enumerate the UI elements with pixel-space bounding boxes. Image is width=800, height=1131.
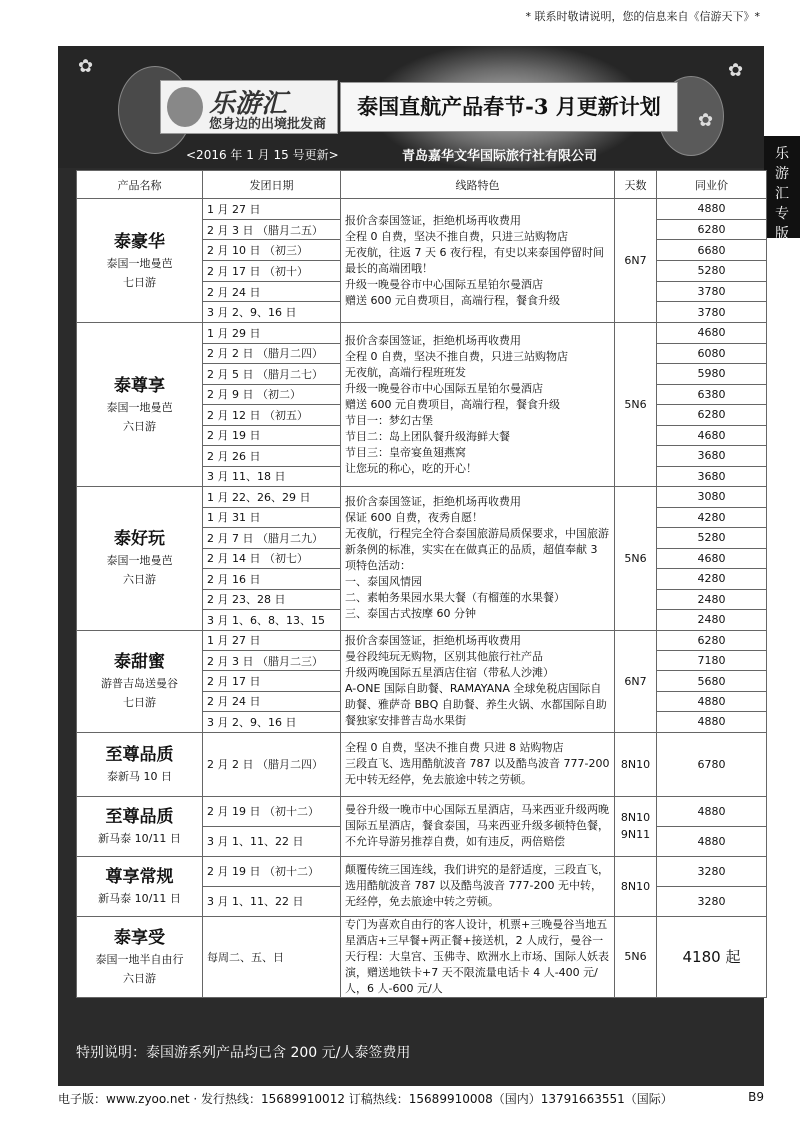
departure-date: 2 月 26 日 xyxy=(203,446,341,467)
trade-price: 4180 起 xyxy=(657,916,767,997)
trade-price: 6680 xyxy=(657,240,767,261)
departure-date: 2 月 17 日 xyxy=(203,671,341,691)
footer-contacts: 电子版：www.zyoo.net · 发行热线：15689910012 订稿热线：15689910008（国内）13791663551（国际） xyxy=(58,1092,673,1106)
departure-date: 3 月 11、18 日 xyxy=(203,466,341,487)
route-features: 颠覆传统三国连线，我们讲究的是舒适度，三段直飞，选用酷航波音 787 以及酷鸟波音 777-200 无中转，无经停，免去旅途中转之劳顿。 xyxy=(341,856,615,916)
departure-date: 1 月 29 日 xyxy=(203,323,341,344)
plum-blossom-icon: ✿ xyxy=(728,60,744,81)
table-row xyxy=(77,732,767,796)
table-row xyxy=(77,199,767,220)
departure-date: 1 月 31 日 xyxy=(203,507,341,528)
product-name: 泰享受 xyxy=(114,927,165,948)
trip-days: 5N6 xyxy=(615,916,657,997)
departure-date: 2 月 14 日 （初七） xyxy=(203,548,341,569)
company-name: 青岛嘉华文华国际旅行社有限公司 xyxy=(402,149,598,164)
product-name-cell xyxy=(77,199,203,323)
product-subtitle: 泰国一地曼芭 xyxy=(106,400,173,414)
table-row xyxy=(77,487,767,508)
product-subtitle: 新马泰 10/11 日 xyxy=(98,831,181,845)
trade-price: 5280 xyxy=(657,528,767,549)
product-name: 泰尊享 xyxy=(114,375,165,396)
trade-price: 6380 xyxy=(657,384,767,405)
header-route: 线路特色 xyxy=(341,171,615,199)
departure-date: 3 月 1、6、8、13、15 xyxy=(203,610,341,631)
side-tab xyxy=(764,136,800,242)
product-table xyxy=(76,170,767,998)
table-row xyxy=(77,630,767,650)
product-subtitle: 七日游 xyxy=(123,696,156,710)
departure-date: 2 月 19 日 （初十二） xyxy=(203,856,341,886)
table-row xyxy=(77,916,767,997)
departure-date: 2 月 12 日 （初五） xyxy=(203,405,341,426)
product-subtitle: 七日游 xyxy=(123,275,156,289)
trade-price: 7180 xyxy=(657,651,767,671)
departure-date: 2 月 17 日 （初十） xyxy=(203,261,341,282)
product-name-cell xyxy=(77,856,203,916)
header-name: 产品名称 xyxy=(77,171,203,199)
route-features: 报价含泰国签证，拒绝机场再收费用 全程 0 自费，坚决不推自费，只进三站购物店 无夜航，高端行程班班发 升级一晚曼谷市中心国际五星铂尔曼酒店 赠送 600 元自费项目，高端行程，餐食升级 节目一：梦幻古堡 节目二：岛上团队餐升级海鲜大餐 节目三：皇帝宴鱼翅燕窝 让您玩的称心，吃的开心！ xyxy=(341,323,615,487)
brand-logo xyxy=(160,80,338,134)
trip-days: 6N7 xyxy=(615,630,657,732)
product-subtitle: 泰国一地半自由行 xyxy=(95,952,184,966)
header-price: 同业价 xyxy=(657,171,767,199)
departure-date: 1 月 27 日 xyxy=(203,630,341,650)
trade-price: 4280 xyxy=(657,569,767,590)
product-subtitle: 六日游 xyxy=(123,419,156,433)
trade-price: 4680 xyxy=(657,323,767,344)
trip-days: 6N7 xyxy=(615,199,657,323)
product-name: 尊享常规 xyxy=(105,866,174,887)
trade-price: 4280 xyxy=(657,507,767,528)
title-box xyxy=(340,82,678,132)
header-date: 发团日期 xyxy=(203,171,341,199)
departure-date: 2 月 19 日 xyxy=(203,425,341,446)
product-subtitle: 六日游 xyxy=(123,573,156,587)
departure-date: 1 月 22、26、29 日 xyxy=(203,487,341,508)
product-name: 泰甜蜜 xyxy=(114,652,165,673)
departure-date: 2 月 3 日 （腊月二三） xyxy=(203,651,341,671)
logo-tagline: 您身边的出境批发商 xyxy=(209,117,327,132)
departure-date: 2 月 24 日 xyxy=(203,691,341,711)
trade-price: 3680 xyxy=(657,466,767,487)
plum-blossom-icon: ✿ xyxy=(698,110,714,131)
product-subtitle: 泰国一地曼芭 xyxy=(106,256,173,270)
trip-days: 8N10 xyxy=(615,732,657,796)
product-subtitle: 泰国一地曼芭 xyxy=(106,554,173,568)
table-body xyxy=(77,199,767,998)
logo-text: 乐游汇 xyxy=(209,89,288,119)
departure-date: 1 月 27 日 xyxy=(203,199,341,220)
product-subtitle: 新马泰 10/11 日 xyxy=(98,891,181,905)
departure-date: 2 月 5 日 （腊月二七） xyxy=(203,364,341,385)
product-name-cell xyxy=(77,796,203,856)
side-tab-text: 乐游汇专版 xyxy=(775,146,789,242)
trade-price: 3280 xyxy=(657,886,767,916)
trade-price: 5980 xyxy=(657,364,767,385)
product-subtitle: 泰新马 10 日 xyxy=(107,769,172,783)
trade-price: 6280 xyxy=(657,219,767,240)
trip-days: 5N6 xyxy=(615,487,657,631)
departure-date: 2 月 10 日 （初三） xyxy=(203,240,341,261)
product-subtitle: 六日游 xyxy=(123,971,156,985)
trade-price: 4880 xyxy=(657,199,767,220)
product-name: 泰好玩 xyxy=(114,529,165,550)
trade-price: 6780 xyxy=(657,732,767,796)
special-note: 特别说明：泰国游系列产品均已含 200 元/人泰签费用 xyxy=(76,1045,411,1061)
trade-price: 3780 xyxy=(657,302,767,323)
trip-days: 5N6 xyxy=(615,323,657,487)
route-features: 报价含泰国签证，拒绝机场再收费用 全程 0 自费，坚决不推自费，只进三站购物店 无夜航，往返 7 天 6 夜行程，有史以来泰国停留时间最长的高端团哦！ 升级一晚曼谷市中心国际五星铂尔曼酒店 赠送 600 元自费项目，高端行程，餐食升级 xyxy=(341,199,615,323)
departure-date: 3 月 1、11、22 日 xyxy=(203,826,341,856)
trade-price: 4880 xyxy=(657,796,767,826)
trade-price: 4680 xyxy=(657,548,767,569)
departure-date: 3 月 2、9、16 日 xyxy=(203,712,341,732)
trade-price: 3680 xyxy=(657,446,767,467)
page-number: B9 xyxy=(748,1090,764,1104)
departure-date: 2 月 19 日 （初十二） xyxy=(203,796,341,826)
product-name-cell xyxy=(77,630,203,732)
route-features: 报价含泰国签证，拒绝机场再收费用 保证 600 自费，夜秀自愿！ 无夜航，行程完全符合泰国旅游局质保要求，中国旅游新条例的标准，实实在在做真正的品质，超值奉献 3 项特色活动： 一、泰国风情园 二、素帕务果园水果大餐（有榴莲的水果餐） 三、泰国古式按摩 60 分钟 xyxy=(341,487,615,631)
table-header-row xyxy=(77,171,767,199)
product-name-cell xyxy=(77,732,203,796)
route-features: 报价含泰国签证，拒绝机场再收费用 曼谷段纯玩无购物，区别其他旅行社产品 升级两晚国际五星酒店住宿（带私人沙滩） A-ONE 国际自助餐、RAMAYANA 全球免税店国际自助餐、雅萨奇 BBQ 自助餐、养生火锅、水都国际自助餐独家安排普吉岛水果街 xyxy=(341,630,615,732)
trade-price: 2480 xyxy=(657,610,767,631)
trip-days: 8N10 9N11 xyxy=(615,796,657,856)
trade-price: 4880 xyxy=(657,691,767,711)
departure-date: 每周二、五、日 xyxy=(203,916,341,997)
departure-date: 2 月 3 日 （腊月二五） xyxy=(203,219,341,240)
trip-days: 8N10 xyxy=(615,856,657,916)
product-name: 至尊品质 xyxy=(105,806,174,827)
product-name: 泰豪华 xyxy=(114,231,165,252)
table-row xyxy=(77,856,767,886)
trade-price: 4880 xyxy=(657,826,767,856)
departure-date: 2 月 7 日 （腊月二九） xyxy=(203,528,341,549)
product-name-cell xyxy=(77,323,203,487)
route-features: 专门为喜欢自由行的客人设计，机票+三晚曼谷当地五星酒店+三早餐+两正餐+接送机，2 人成行，曼谷一天行程：大皇宫、玉佛寺、欧洲水上市场、国际人妖表演，赠送地铁卡+7 天不限流量电话卡 4 人-400 元/人，6 人-600 元/人 xyxy=(341,916,615,997)
departure-date: 2 月 9 日 （初二） xyxy=(203,384,341,405)
route-features: 曼谷升级一晚市中心国际五星酒店，马来西亚升级两晚国际五星酒店，餐食泰国，马来西亚升级多顿特色餐，不允许导游另推荐自费，如有违反，两倍赔偿 xyxy=(341,796,615,856)
departure-date: 3 月 1、11、22 日 xyxy=(203,886,341,916)
update-date: <2016 年 1 月 15 号更新> xyxy=(186,148,339,162)
table-row xyxy=(77,796,767,826)
trade-price: 5680 xyxy=(657,671,767,691)
departure-date: 2 月 24 日 xyxy=(203,281,341,302)
trade-price: 5280 xyxy=(657,261,767,282)
departure-date: 2 月 16 日 xyxy=(203,569,341,590)
product-subtitle: 游普吉岛送曼谷 xyxy=(101,677,178,691)
plum-blossom-icon: ✿ xyxy=(78,56,94,77)
trade-price: 6280 xyxy=(657,405,767,426)
trade-price: 3280 xyxy=(657,856,767,886)
trade-price: 6280 xyxy=(657,630,767,650)
product-name: 至尊品质 xyxy=(105,744,174,765)
header-days: 天数 xyxy=(615,171,657,199)
departure-date: 3 月 2、9、16 日 xyxy=(203,302,341,323)
product-name-cell xyxy=(77,916,203,997)
trade-price: 4680 xyxy=(657,425,767,446)
product-name-cell xyxy=(77,487,203,631)
leaf-logo-icon xyxy=(167,87,203,127)
departure-date: 2 月 23、28 日 xyxy=(203,589,341,610)
trade-price: 6080 xyxy=(657,343,767,364)
trade-price: 3780 xyxy=(657,281,767,302)
departure-date: 2 月 2 日 （腊月二四） xyxy=(203,343,341,364)
top-note: * 联系时敬请说明，您的信息来自《信游天下》* xyxy=(525,10,760,23)
route-features: 全程 0 自费，坚决不推自费 只进 8 站购物店 三段直飞、选用酷航波音 787 以及酷鸟波音 777-200 无中转无经停，免去旅途中转之劳顿。 xyxy=(341,732,615,796)
departure-date: 2 月 2 日 （腊月二四） xyxy=(203,732,341,796)
trade-price: 3080 xyxy=(657,487,767,508)
trade-price: 2480 xyxy=(657,589,767,610)
trade-price: 4880 xyxy=(657,712,767,732)
footer xyxy=(58,1090,764,1107)
table-row xyxy=(77,323,767,344)
page-title: 泰国直航产品春节-3 月更新计划 xyxy=(357,94,661,119)
